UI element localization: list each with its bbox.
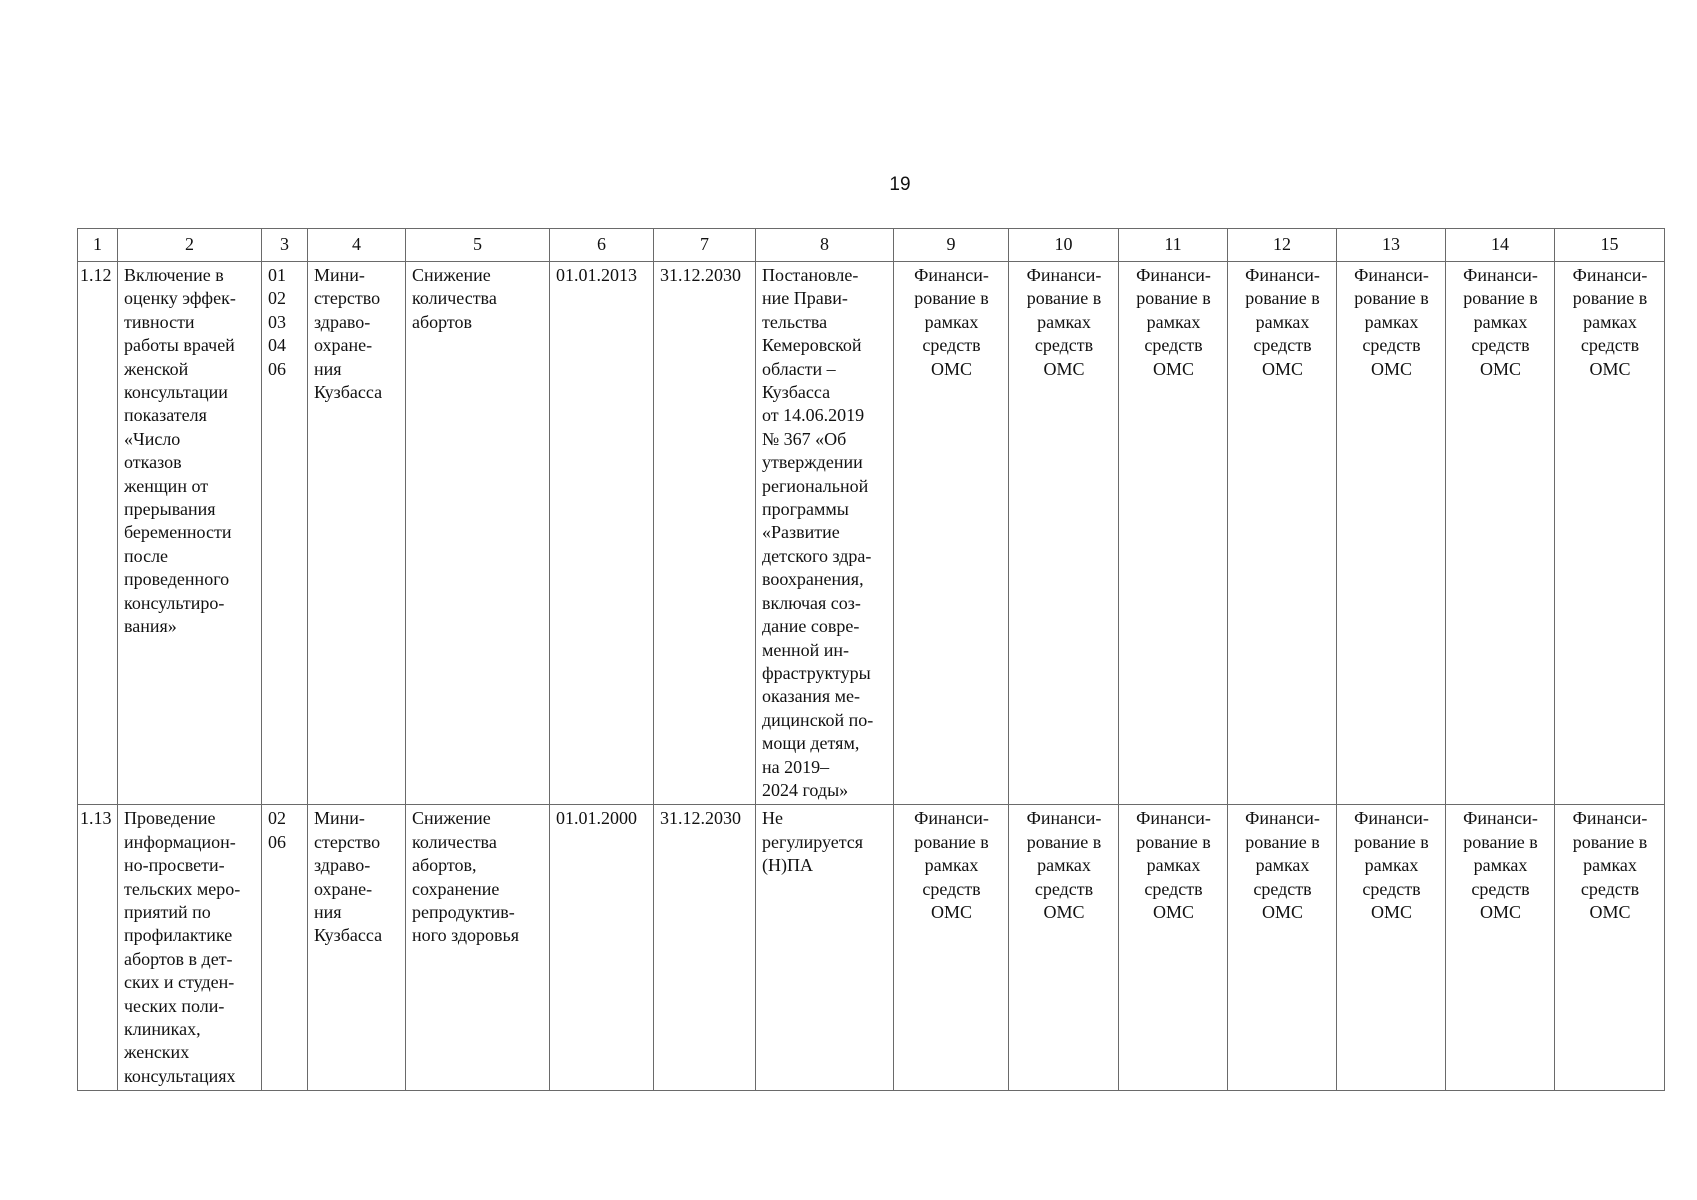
financing-cell-10-line: рамках <box>1037 855 1091 876</box>
financing-cell-15-line: ОМС <box>1589 901 1631 922</box>
codes-cell-line: 02 <box>268 288 286 309</box>
financing-cell-11-line: рамках <box>1146 855 1201 876</box>
column-header-15: 15 <box>1555 229 1665 262</box>
row-number-cell: 1.13 <box>78 805 118 1091</box>
financing-cell-9-line: рамках <box>924 311 979 332</box>
column-header-2: 2 <box>118 229 262 262</box>
financing-cell-10-line: Финанси- <box>1026 808 1102 829</box>
executor-cell-line: стерство <box>314 831 381 852</box>
measure-cell-line: информацион- <box>124 831 236 852</box>
result-cell <box>406 805 550 1091</box>
legal-act-cell-line: «Развитие <box>762 522 840 543</box>
codes-cell <box>262 262 308 805</box>
financing-cell-12-line: рамках <box>1255 855 1310 876</box>
financing-cell-14 <box>1446 805 1555 1091</box>
end-date-cell: 31.12.2030 <box>654 805 756 1091</box>
legal-act-cell-line: дание совре- <box>762 616 860 637</box>
measure-cell-line: оценку эффек- <box>124 288 236 309</box>
financing-cell-13-line: средств <box>1362 335 1421 356</box>
executor-cell-line: охране- <box>314 335 373 356</box>
column-header-1: 1 <box>78 229 118 262</box>
header-row <box>78 229 1665 262</box>
legal-act-cell-line: области – <box>762 358 836 379</box>
legal-act-cell-line: фраструктуры <box>762 662 871 683</box>
financing-cell-11-line: ОМС <box>1152 901 1194 922</box>
executor-cell-line: охране- <box>314 878 373 899</box>
column-header-7: 7 <box>654 229 756 262</box>
measure-cell-line: «Число <box>124 428 181 449</box>
measure-cell-line: консультации <box>124 382 228 403</box>
financing-cell-15 <box>1555 262 1665 805</box>
financing-cell-14-line: Финанси- <box>1463 808 1538 829</box>
executor-cell-line: здраво- <box>314 311 371 332</box>
legal-act-cell-line: региональной <box>762 475 869 496</box>
financing-cell-11-line: ОМС <box>1152 358 1194 379</box>
executor-cell-line: стерство <box>314 288 381 309</box>
financing-cell-13-line: рование в <box>1354 288 1429 309</box>
measure-cell-line: отказов <box>124 452 182 473</box>
codes-cell-line: 06 <box>268 831 286 852</box>
measure-cell-line: беременности <box>124 522 232 543</box>
measure-cell-line: приятий по <box>124 901 211 922</box>
legal-act-cell-line: регулируется <box>762 831 864 852</box>
codes-cell-line: 06 <box>268 358 286 379</box>
financing-cell-11-line: рование в <box>1136 288 1211 309</box>
result-cell-line: абортов <box>412 311 473 332</box>
financing-cell-13 <box>1337 805 1446 1091</box>
result-cell-line: сохранение <box>412 878 500 899</box>
financing-cell-9-line: средств <box>922 878 981 899</box>
financing-cell-15-line: рование в <box>1572 831 1648 852</box>
financing-cell-14-line: рамках <box>1473 855 1528 876</box>
start-date-cell: 01.01.2013 <box>550 262 654 805</box>
financing-cell-15-line: Финанси- <box>1572 808 1648 829</box>
financing-cell-13-line: рование в <box>1354 831 1429 852</box>
codes-cell-line: 01 <box>268 265 286 285</box>
financing-cell-15-line: рамках <box>1583 855 1637 876</box>
measure-cell-line: клиниках, <box>124 1019 201 1039</box>
financing-cell-14 <box>1446 262 1555 805</box>
financing-cell-13 <box>1337 262 1446 805</box>
measure-cell-line: показателя <box>124 405 207 426</box>
measure-cell-line: консультиро- <box>124 592 225 613</box>
result-cell-line: количества <box>412 831 497 852</box>
result-cell <box>406 262 550 805</box>
column-header-14: 14 <box>1446 229 1555 262</box>
legal-act-cell-line: дицинской по- <box>762 709 874 730</box>
financing-cell-12-line: рование в <box>1245 831 1320 852</box>
financing-cell-15-line: средств <box>1580 878 1640 899</box>
financing-cell-9-line: рование в <box>914 288 989 309</box>
executor-cell-line: Кузбасса <box>314 382 383 403</box>
financing-cell-10-line: рование в <box>1026 288 1102 309</box>
executor-cell <box>308 805 406 1091</box>
measure-cell-line: абортов в дет- <box>124 948 233 969</box>
table-body <box>78 229 1665 1091</box>
measure-cell-line: работы врачей <box>124 335 235 356</box>
financing-cell-10 <box>1009 262 1119 805</box>
legal-act-cell-line: тельства <box>762 311 828 332</box>
measure-cell-line: женской <box>124 358 189 379</box>
financing-cell-11-line: Финанси- <box>1136 265 1211 285</box>
financing-cell-9-line: Финанси- <box>914 265 989 285</box>
financing-cell-14-line: Финанси- <box>1463 265 1538 285</box>
legal-act-cell-line: Не <box>762 808 783 829</box>
result-cell-line: репродуктив- <box>412 901 515 922</box>
financing-cell-13-line: ОМС <box>1370 901 1412 922</box>
column-header-6: 6 <box>550 229 654 262</box>
financing-cell-10-line: ОМС <box>1043 901 1085 922</box>
result-cell-line: количества <box>412 288 497 309</box>
financing-cell-12-line: Финанси- <box>1245 265 1320 285</box>
codes-cell-line: 04 <box>268 335 286 356</box>
financing-cell-12-line: Финанси- <box>1245 808 1320 829</box>
result-cell-line: ного здоровья <box>412 925 519 946</box>
end-date-cell: 31.12.2030 <box>654 262 756 805</box>
measure-cell <box>118 805 262 1091</box>
legal-act-cell-line: утверждении <box>762 452 863 473</box>
executor-cell-line: здраво- <box>314 855 371 876</box>
legal-act-cell-line: № 367 «Об <box>762 428 847 449</box>
financing-cell-9-line: рамках <box>924 855 979 876</box>
financing-cell-9-line: Финанси- <box>914 808 989 829</box>
table-row <box>78 805 1665 1091</box>
legal-act-cell-line: от 14.06.2019 <box>762 405 865 426</box>
financing-cell-12 <box>1228 262 1337 805</box>
measure-cell-line: консультациях <box>124 1065 236 1086</box>
result-cell-line: Снижение <box>412 265 491 285</box>
financing-cell-15-line: Финанси- <box>1572 265 1648 285</box>
legal-act-cell-line: ние Прави- <box>762 288 848 309</box>
legal-act-cell <box>756 805 894 1091</box>
executor-cell <box>308 262 406 805</box>
financing-cell-9 <box>894 805 1009 1091</box>
financing-cell-14-line: рамках <box>1473 311 1528 332</box>
financing-cell-15-line: рование в <box>1572 288 1648 309</box>
column-header-3: 3 <box>262 229 308 262</box>
financing-cell-10-line: рование в <box>1026 831 1102 852</box>
column-header-9: 9 <box>894 229 1009 262</box>
legal-act-cell-line: воохранения, <box>762 569 864 590</box>
financing-cell-10-line: ОМС <box>1043 358 1085 379</box>
financing-cell-14-line: ОМС <box>1479 358 1521 379</box>
legal-act-cell-line: включая соз- <box>762 592 861 613</box>
column-header-4: 4 <box>308 229 406 262</box>
financing-cell-9-line: ОМС <box>930 901 972 922</box>
measure-cell-line: вания» <box>124 616 177 637</box>
financing-cell-13-line: рамках <box>1364 311 1419 332</box>
executor-cell-line: Кузбасса <box>314 925 383 946</box>
legal-act-cell-line: Постановле- <box>762 265 859 285</box>
executor-cell-line: ния <box>314 901 342 922</box>
financing-cell-14-line: рование в <box>1463 831 1538 852</box>
measure-cell-line: проведенного <box>124 569 230 590</box>
measure-cell-line: после <box>124 545 169 566</box>
financing-cell-11 <box>1119 805 1228 1091</box>
financing-cell-13-line: Финанси- <box>1354 265 1429 285</box>
financing-cell-11-line: Финанси- <box>1136 808 1211 829</box>
measure-cell-line: Включение в <box>124 265 224 285</box>
financing-cell-10-line: рамках <box>1037 311 1091 332</box>
financing-cell-12 <box>1228 805 1337 1091</box>
executor-cell-line: ния <box>314 358 342 379</box>
legal-act-cell-line: оказания ме- <box>762 686 860 707</box>
legal-act-cell-line: Кемеровской <box>762 335 862 356</box>
financing-cell-15-line: ОМС <box>1589 358 1631 379</box>
measure-cell-line: ских и студен- <box>124 972 235 993</box>
financing-cell-13-line: средств <box>1362 878 1421 899</box>
result-cell-line: Снижение <box>412 808 491 829</box>
financing-cell-10 <box>1009 805 1119 1091</box>
column-header-8: 8 <box>756 229 894 262</box>
legal-act-cell-line: детского здра- <box>762 545 872 566</box>
legal-act-cell-line: 2024 годы» <box>762 779 849 800</box>
column-header-5: 5 <box>406 229 550 262</box>
measure-cell-line: прерывания <box>124 499 216 520</box>
measure-cell-line: но-просвети- <box>124 855 225 876</box>
start-date-cell: 01.01.2000 <box>550 805 654 1091</box>
financing-cell-13-line: рамках <box>1364 855 1419 876</box>
legal-act-cell <box>756 262 894 805</box>
column-header-10: 10 <box>1009 229 1119 262</box>
financing-cell-9-line: средств <box>922 335 981 356</box>
financing-cell-10-line: Финанси- <box>1026 265 1102 285</box>
financing-cell-11-line: средств <box>1144 335 1203 356</box>
financing-cell-12-line: средств <box>1253 335 1312 356</box>
row-number-cell: 1.12 <box>78 262 118 805</box>
financing-cell-12-line: рование в <box>1245 288 1320 309</box>
legal-act-cell-line: программы <box>762 499 849 520</box>
financing-cell-12-line: ОМС <box>1261 901 1303 922</box>
financing-cell-9-line: ОМС <box>930 358 972 379</box>
financing-cell-14-line: рование в <box>1463 288 1538 309</box>
financing-cell-12-line: рамках <box>1255 311 1310 332</box>
financing-cell-12-line: средств <box>1253 878 1312 899</box>
financing-cell-15 <box>1555 805 1665 1091</box>
financing-cell-12-line: ОМС <box>1261 358 1303 379</box>
column-header-12: 12 <box>1228 229 1337 262</box>
financing-cell-10-line: средств <box>1034 878 1094 899</box>
column-header-11: 11 <box>1119 229 1228 262</box>
measures-table <box>77 228 1665 1091</box>
codes-cell-line: 02 <box>268 808 286 829</box>
financing-cell-9-line: рование в <box>914 831 989 852</box>
financing-cell-11-line: рование в <box>1136 831 1211 852</box>
codes-cell <box>262 805 308 1091</box>
financing-cell-11-line: средств <box>1144 878 1203 899</box>
table-row <box>78 262 1665 805</box>
measure-cell-line: женских <box>124 1042 190 1063</box>
financing-cell-14-line: средств <box>1471 335 1530 356</box>
financing-cell-9 <box>894 262 1009 805</box>
measure-cell-line: ческих поли- <box>124 995 225 1016</box>
measure-cell-line: тивности <box>124 311 195 332</box>
measure-cell-line: тельских меро- <box>124 878 241 899</box>
financing-cell-10-line: средств <box>1034 335 1094 356</box>
column-header-13: 13 <box>1337 229 1446 262</box>
legal-act-cell-line: (Н)ПА <box>762 855 813 876</box>
executor-cell-line: Мини- <box>314 808 365 829</box>
legal-act-cell-line: Кузбасса <box>762 382 831 403</box>
financing-cell-15-line: рамках <box>1583 311 1637 332</box>
financing-cell-11 <box>1119 262 1228 805</box>
measure-cell-line: Проведение <box>124 808 216 829</box>
financing-cell-14-line: средств <box>1471 878 1530 899</box>
financing-cell-14-line: ОМС <box>1479 901 1521 922</box>
measure-cell <box>118 262 262 805</box>
executor-cell-line: Мини- <box>314 265 365 285</box>
legal-act-cell-line: мощи детям, <box>762 733 860 754</box>
financing-cell-13-line: Финанси- <box>1354 808 1429 829</box>
legal-act-cell-line: менной ин- <box>762 639 850 660</box>
page-number: 19 <box>889 174 911 195</box>
measure-cell-line: женщин от <box>124 475 209 496</box>
result-cell-line: абортов, <box>412 855 477 876</box>
financing-cell-13-line: ОМС <box>1370 358 1412 379</box>
financing-cell-15-line: средств <box>1580 335 1640 356</box>
measure-cell-line: профилактике <box>124 925 233 946</box>
codes-cell-line: 03 <box>268 311 286 332</box>
financing-cell-11-line: рамках <box>1146 311 1201 332</box>
legal-act-cell-line: на 2019– <box>762 756 830 777</box>
